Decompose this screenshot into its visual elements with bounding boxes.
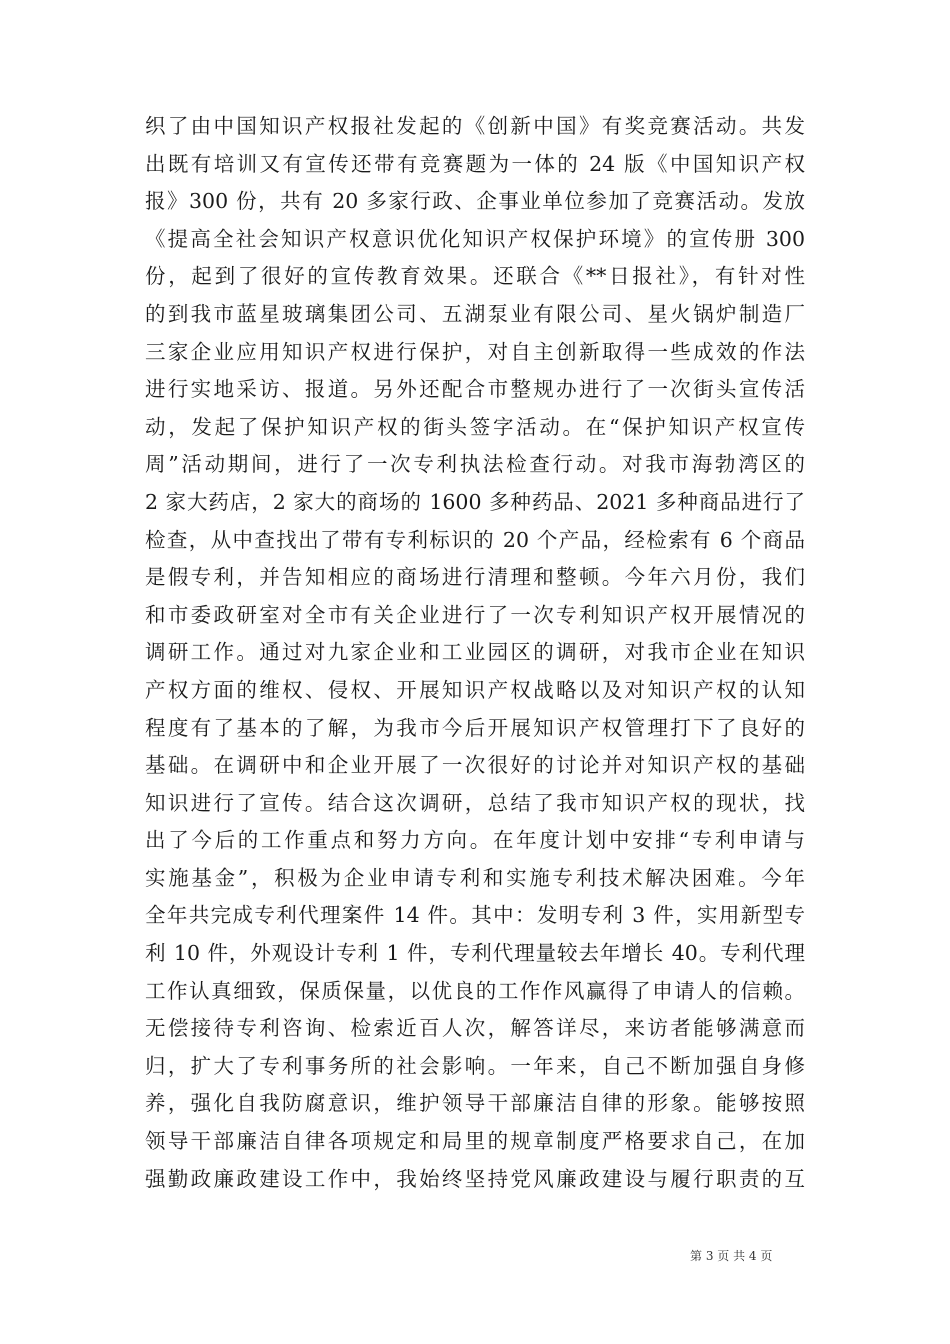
- text-line: 工作认真细致，保质保量，以优良的工作作风赢得了申请人的信赖。: [145, 978, 805, 1003]
- text-line: 基础。在调研中和企业开展了一次很好的讨论并对知识产权的基础: [145, 753, 805, 778]
- text-line: 程度有了基本的了解，为我市今后开展知识产权管理打下了良好的: [145, 715, 805, 740]
- text-line: 归，扩大了专利事务所的社会影响。一年来，自己不断加强自身修: [145, 1053, 805, 1078]
- text-line: 动，发起了保护知识产权的街头签字活动。在“保护知识产权宣传: [145, 414, 805, 439]
- text-line: 知识进行了宣传。结合这次调研，总结了我市知识产权的现状，找: [145, 790, 805, 815]
- text-line: 调研工作。通过对九家企业和工业园区的调研，对我市企业在知识: [145, 640, 805, 665]
- text-line: 是假专利，并告知相应的商场进行清理和整顿。今年六月份，我们: [145, 565, 805, 590]
- text-line: 周”活动期间，进行了一次专利执法检查行动。对我市海勃湾区的: [145, 452, 805, 477]
- page-number-footer: 第 3 页 共 4 页: [690, 1249, 773, 1263]
- text-line: 和市委政研室对全市有关企业进行了一次专利知识产权开展情况的: [145, 602, 805, 627]
- text-line: 份，起到了很好的宣传教育效果。还联合《**日报社》，有针对性: [145, 264, 805, 289]
- text-line: 织了由中国知识产权报社发起的《创新中国》有奖竞赛活动。共发: [145, 114, 805, 138]
- text-line: 利 10 件，外观设计专利 1 件，专利代理量较去年增长 40。专利代理: [145, 941, 805, 966]
- text-line: 产权方面的维权、侵权、开展知识产权战略以及对知识产权的认知: [145, 677, 805, 702]
- text-line: 全年共完成专利代理案件 14 件。其中：发明专利 3 件，实用新型专: [145, 903, 805, 928]
- text-line: 出既有培训又有宣传还带有竞赛题为一体的 24 版《中国知识产权: [145, 151, 805, 176]
- body-paragraph: [145, 108, 805, 1198]
- text-line: 强勤政廉政建设工作中，我始终坚持党风廉政建设与履行职责的互: [145, 1166, 805, 1191]
- text-line: 2 家大药店，2 家大的商场的 1600 多种药品、2021 多种商品进行了: [145, 489, 805, 514]
- text-line: 的到我市蓝星玻璃集团公司、五湖泵业有限公司、星火锅炉制造厂: [145, 301, 805, 326]
- text-line: 领导干部廉洁自律各项规定和局里的规章制度严格要求自己，在加: [145, 1129, 805, 1154]
- text-line: 养，强化自我防腐意识，维护领导干部廉洁自律的形象。能够按照: [145, 1091, 805, 1116]
- text-line: 三家企业应用知识产权进行保护，对自主创新取得一些成效的作法: [145, 339, 805, 364]
- text-line: 进行实地采访、报道。另外还配合市整规办进行了一次街头宣传活: [145, 377, 805, 402]
- text-line: 无偿接待专利咨询、检索近百人次，解答详尽，来访者能够满意而: [145, 1016, 805, 1041]
- text-line: 检查，从中查找出了带有专利标识的 20 个产品，经检索有 6 个商品: [145, 527, 805, 552]
- text-line: 实施基金”，积极为企业申请专利和实施专利技术解决困难。今年: [145, 865, 805, 890]
- text-line: 《提高全社会知识产权意识优化知识产权保护环境》的宣传册 300: [145, 226, 805, 251]
- text-line: 出了今后的工作重点和努力方向。在年度计划中安排“专利申请与: [145, 828, 805, 853]
- text-line: 报》300 份，共有 20 多家行政、企事业单位参加了竞赛活动。发放: [145, 189, 805, 214]
